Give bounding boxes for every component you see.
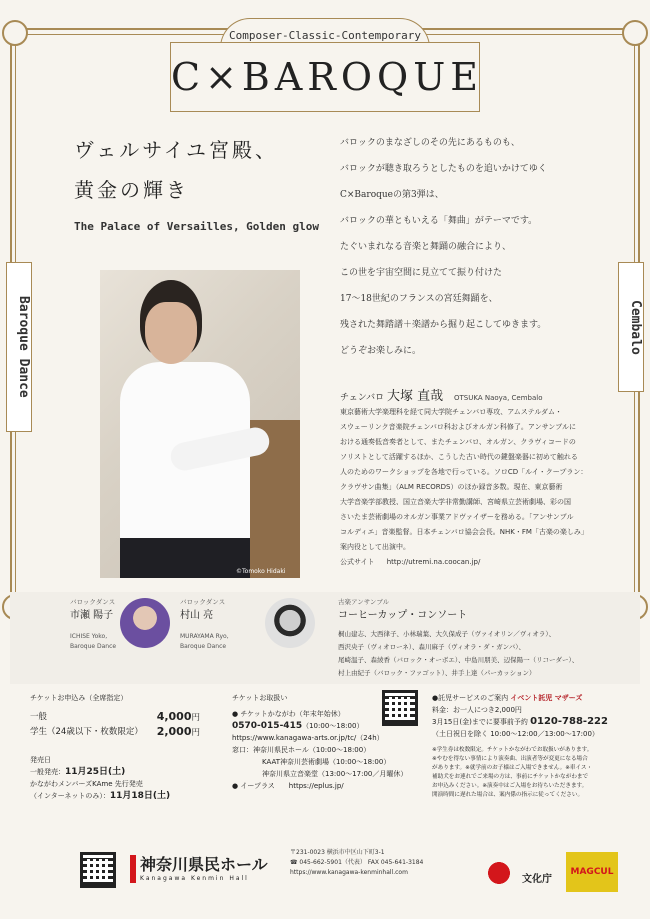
qr-code-kanagawa[interactable] bbox=[382, 690, 418, 726]
window-line: 窓口：神奈川県民ホール（10:00〜18:00） bbox=[232, 746, 371, 754]
bio-line: おける通奏低音奏者として、またチェンバロ、オルガン、クラヴィコードの bbox=[340, 438, 576, 446]
kanagawa-hours: （10:00〜18:00） bbox=[302, 722, 364, 730]
eplus-row bbox=[232, 780, 422, 792]
price-label: 一般 bbox=[30, 712, 48, 722]
note-line: お申込みください。※演奏中はご入場をお待ちいただきます。 bbox=[432, 783, 588, 789]
eplus-label: ● イープラス bbox=[232, 782, 275, 790]
sale-member-label: （インターネットのみ）： bbox=[30, 792, 110, 800]
hero-title-line2: 黄金の輝き bbox=[74, 178, 189, 202]
note-line: 補助犬をお連れでご来場の方は、事前にチケットかながわまで bbox=[432, 774, 589, 780]
childcare-brand: イベント託児 マザーズ bbox=[510, 694, 583, 702]
bio-line: クラヴサン曲集」（ALM RECORDS）のほか録音多数。現在、東京藝術 bbox=[340, 483, 563, 491]
artist-role: チェンバロ bbox=[340, 393, 385, 403]
bio-line: 大学音楽学部教授、国立音楽大学非常勤講師、宮崎県立芸術劇場、彩の国 bbox=[340, 498, 571, 506]
hero-title-line1: ヴェルサイユ宮殿、 bbox=[74, 138, 278, 162]
intro-line: 17〜18世紀のフランスの宮廷舞踊を、 bbox=[340, 294, 498, 304]
header-title-box bbox=[170, 42, 483, 112]
price-value: 2,000 bbox=[156, 725, 192, 738]
performer-role: バロックダンス bbox=[70, 598, 116, 606]
performer-part-en: Baroque Dance bbox=[180, 643, 227, 650]
price-unit: 円 bbox=[191, 728, 200, 738]
window-line: KAAT神奈川芸術劇場（10:00〜18:00） bbox=[262, 758, 391, 766]
bio-line: ソリストとして活躍するほか、こうした古い時代の鍵盤楽器に初めて触れる bbox=[340, 453, 578, 461]
sale-member-line: かながわメンバーズKAme 先行発売 bbox=[30, 780, 143, 788]
intro-text bbox=[340, 130, 610, 364]
outlets-title: チケットお取扱い bbox=[232, 694, 288, 702]
bio-line: 人のためのワークショップを各地で行っている。ソロCD「ルイ・クープラン： bbox=[340, 468, 588, 476]
artist-bio bbox=[340, 405, 615, 570]
notes bbox=[432, 746, 637, 800]
ticket-apply-title: チケットお申込み（全席指定） bbox=[30, 694, 128, 702]
frame-corner-top-right bbox=[622, 20, 648, 46]
site-label: 公式サイト bbox=[340, 558, 375, 566]
hall-tel: ☎ 045-662-5901（代表） bbox=[290, 859, 366, 866]
side-label-cembalo: Cembalo bbox=[618, 262, 644, 392]
price-row-student bbox=[30, 725, 200, 740]
childcare-hours: （土日祝日を除く 10:00〜12:00／13:00〜17:00） bbox=[432, 730, 599, 738]
member-line: 尾崎温子、森綾香（バロック・オーボエ）、中島川朋美、辺保陽一（リコーダー）、 bbox=[338, 656, 579, 664]
price-value: 4,000 bbox=[156, 710, 192, 723]
sale-member bbox=[30, 790, 200, 802]
header-subtitle: Composer-Classic-Contemporary bbox=[220, 18, 430, 48]
intro-line: たぐいまれなる音楽と舞踊の融合により、 bbox=[340, 242, 512, 252]
artist-heading bbox=[340, 385, 543, 404]
side-label-baroque-dance: Baroque Dance bbox=[6, 262, 32, 432]
intro-line: C×Baroqueの第3弾は、 bbox=[340, 190, 444, 200]
price-label: 学生（24歳以下・枚数限定） bbox=[30, 727, 143, 737]
face-shape bbox=[145, 302, 197, 364]
member-line: 村上由紀子（バロック・ファゴット）、井手上達（パーカッション） bbox=[338, 669, 536, 677]
performer-name-en: ICHISE Yoko, bbox=[70, 633, 108, 640]
bio-line: 東京藝術大学楽理科を経て同大学院チェンバロ専攻、アムステルダム・ bbox=[340, 408, 563, 416]
performer-role: バロックダンス bbox=[180, 598, 226, 606]
childcare-deadline: 3月15日(金)までに要事前予約 bbox=[432, 718, 528, 726]
sale-title: 発売日 bbox=[30, 756, 51, 764]
performer-name: 村山 亮 bbox=[180, 610, 214, 621]
member-line: 西沢央子（ヴィオローネ）、森川麻子（ヴィオラ・ダ・ガンバ）、 bbox=[338, 643, 525, 651]
page-title: C×BAROQUE bbox=[171, 55, 483, 99]
hall-url-link[interactable]: https://www.kanagawa-kenminhall.com bbox=[290, 869, 408, 876]
price-unit: 円 bbox=[191, 713, 200, 723]
intro-line: どうぞお楽しみに。 bbox=[340, 346, 422, 356]
performer-ichise bbox=[70, 596, 116, 652]
member-line: 桐山建志、大西律子、小林瑞葉、大久保成子（ヴァイオリン／ヴィオラ）、 bbox=[338, 630, 556, 638]
artist-name: 大塚 直哉 bbox=[386, 389, 444, 404]
note-line: ※学生券は枚数限定。チケットかながわでお取扱いがあります。 bbox=[432, 747, 593, 753]
hall-phones bbox=[290, 858, 423, 868]
ticket-apply-column bbox=[30, 692, 200, 802]
intro-line: 残された舞踏譜＋楽譜から掘り起こしてゆきます。 bbox=[340, 320, 547, 330]
note-line: ※やむを得ない事情により演奏曲、出演者等が変更になる場合 bbox=[432, 756, 588, 762]
intro-line: バロックが聴き取ろうとしたものを追いかけてゆく bbox=[340, 164, 547, 174]
window-line: 神奈川県立音楽堂（13:00〜17:00／月曜休） bbox=[262, 770, 408, 778]
ensemble-members bbox=[338, 628, 638, 680]
bio-line: スウェーリンク音楽院チェンバロ科およびオルガン科修了。アンサンブルに bbox=[340, 423, 576, 431]
bunka-logo-icon bbox=[482, 856, 516, 890]
childcare-fee: 料金：お一人につき2,000円 bbox=[432, 706, 522, 714]
eplus-url-link[interactable]: https://eplus.jp/ bbox=[288, 782, 344, 790]
childcare-heading bbox=[432, 692, 637, 704]
artist-name-en: OTSUKA Naoya, Cembalo bbox=[454, 394, 543, 402]
price-row-general bbox=[30, 710, 200, 725]
sale-general bbox=[30, 766, 200, 778]
hall-logo-icon bbox=[130, 855, 136, 883]
hall-fax: FAX 045-641-3184 bbox=[367, 859, 424, 866]
hall-contact bbox=[290, 848, 423, 878]
ensemble-coffee-cup-consort bbox=[338, 596, 638, 680]
performers-section bbox=[10, 592, 640, 684]
hero-title-jp bbox=[74, 130, 278, 210]
hall-name-en: Kanagawa Kenmin Hall bbox=[140, 875, 249, 882]
kanagawa-url-link[interactable]: https://www.kanagawa-arts.or.jp/tc/（24h） bbox=[232, 734, 384, 742]
performer-part-en: Baroque Dance bbox=[70, 643, 117, 650]
note-line: があります。※就学前のお子様はご入場できません。※車イス・ bbox=[432, 765, 593, 771]
avatar-ichise bbox=[120, 598, 170, 648]
intro-line: バロックの華ともいえる「舞曲」がテーマです。 bbox=[340, 216, 538, 226]
hero-title-en: The Palace of Versailles, Golden glow bbox=[74, 220, 320, 233]
childcare-contact bbox=[432, 716, 637, 728]
hall-address: 〒231-0023 横浜市中区山下町3-1 bbox=[290, 849, 385, 856]
official-site bbox=[340, 555, 615, 570]
childcare-phone[interactable]: 0120-788-222 bbox=[530, 716, 608, 727]
note-line: 開演時間に遅れた場合は、案内係の指示に従ってください。 bbox=[432, 792, 584, 798]
bio-line: 案内役として出演中。 bbox=[340, 543, 410, 551]
ensemble-role: 古楽アンサンブル bbox=[338, 598, 390, 606]
childcare-title: ●託児サービスのご案内 bbox=[432, 694, 509, 702]
pants-shape bbox=[120, 538, 250, 578]
sale-general-date: 11月25日(土) bbox=[65, 767, 126, 777]
sale-member-date: 11月18日(土) bbox=[109, 791, 171, 801]
hall-logo bbox=[140, 852, 268, 882]
performer-name-en: MURAYAMA Ryo, bbox=[180, 633, 229, 640]
sponsor-bunka: 文化庁 bbox=[522, 874, 552, 885]
performer-murayama bbox=[180, 596, 229, 652]
intro-line: バロックのまなざしのその先にあるものも、 bbox=[340, 138, 520, 148]
artist-photo bbox=[100, 270, 300, 578]
kanagawa-phone[interactable]: 0570-015-415 bbox=[232, 721, 303, 731]
intro-line: この世を宇宙空間に見立てて振り付けた bbox=[340, 268, 503, 278]
photo-credit: ©Tomoko Hidaki bbox=[236, 568, 286, 575]
hall-name: 神奈川県民ホール bbox=[140, 855, 268, 874]
sponsor-magcul: MAGCUL bbox=[566, 852, 618, 892]
avatar-murayama bbox=[265, 598, 315, 648]
frame-corner-top-left bbox=[2, 20, 28, 46]
childcare-column bbox=[432, 692, 637, 800]
performer-name: 市瀬 陽子 bbox=[70, 610, 114, 621]
sale-general-label: 一般発売： bbox=[30, 768, 65, 776]
qr-code-hall[interactable] bbox=[80, 852, 116, 888]
bio-line: コルディエ」音楽監督。日本チェンバロ協会会長。NHK・FM「古楽の楽しみ」 bbox=[340, 528, 588, 536]
site-url-link[interactable]: http://utremi.na.coocan.jp/ bbox=[386, 558, 481, 566]
ensemble-name: コーヒーカップ・コンソート bbox=[338, 610, 468, 621]
kanagawa-label: ● チケットかながわ（年末年始休） bbox=[232, 710, 345, 718]
bio-line: さいたま芸術劇場のオルガン事業アドヴァイザーを務める。「アンサンブル bbox=[340, 513, 574, 521]
